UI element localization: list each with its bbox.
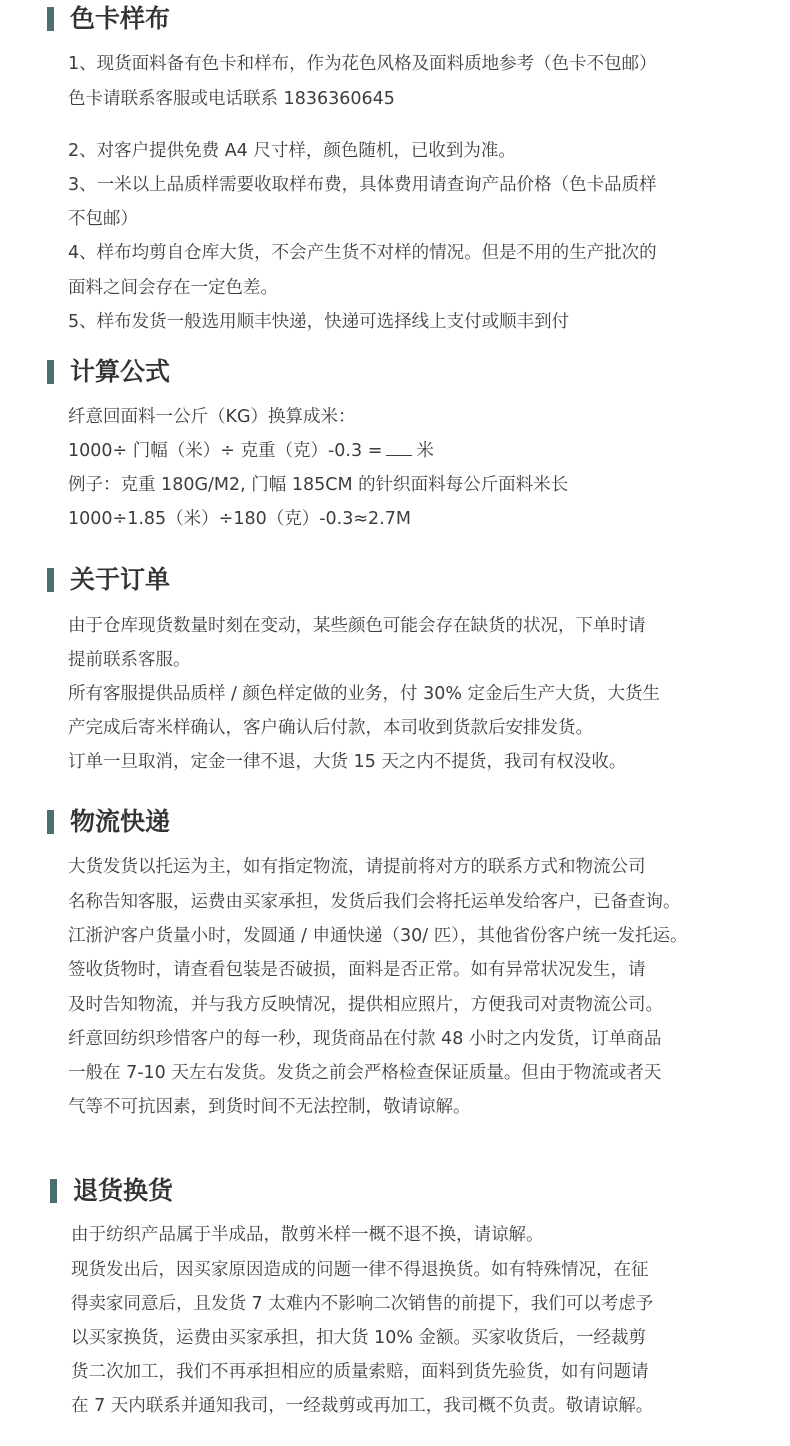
section-title: 计算公式 (70, 357, 171, 386)
text-line: 一般在 7-10 天左右发货。发货之前会严格检查保证质量。但由于物流或者天 (68, 1063, 662, 1083)
text-line: 以买家换货，运费由买家承担，扣大货 10% 金额。买家收货后，一经裁剪 (71, 1328, 647, 1348)
heading-accent-bar (47, 568, 54, 592)
section-heading (0, 803, 790, 843)
text-line: 1、现货面料备有色卡和样布，作为花色风格及面料质地参考（色卡不包邮） (68, 54, 657, 74)
text-line: 色卡请联系客服或电话联系 1836360645 (68, 89, 395, 109)
section-title: 关于订单 (70, 565, 171, 594)
section-title: 色卡样布 (70, 4, 171, 33)
text-line: 名称告知客服，运费由买家承担，发货后我们会将托运单发给客户，已备查询。 (68, 892, 681, 912)
section-title: 物流快递 (70, 807, 171, 836)
section-color-card (0, 0, 790, 332)
text-line: 纤意回纺织珍惜客户的每一秒，现货商品在付款 48 小时之内发货，订单商品 (68, 1029, 662, 1049)
text-line: 例子：克重 180G/M2, 门幅 185CM 的针织面料每公斤面料米长 (68, 475, 569, 495)
text-line: 提前联系客服。 (68, 650, 191, 670)
formula-unit: 米 (416, 441, 434, 461)
text-line: 不包邮） (68, 209, 138, 229)
text-line: 江浙沪客户货量小时，发圆通 / 申通快递（30/ 匹），其他省份客户统一发托运。 (68, 926, 688, 946)
section-order (0, 561, 790, 772)
text-line: 所有客服提供品质样 / 颜色样定做的业务，付 30% 定金后生产大货，大货生 (68, 684, 661, 704)
text-line: 4、样布均剪自仓库大货，不会产生货不对样的情况。但是不用的生产批次的 (68, 243, 657, 263)
text-line: 订单一旦取消，定金一律不退，大货 15 天之内不提货，我司有权没收。 (68, 752, 627, 772)
text-line: 现货发出后，因买家原因造成的问题一律不得退换货。如有特殊情况，在征 (71, 1260, 649, 1280)
section-logistics (0, 803, 790, 1117)
text-line: 在 7 天内联系并通知我司，一经裁剪或再加工，我司概不负责。敬请谅解。 (71, 1396, 654, 1416)
text-line: 由于仓库现货数量时刻在变动，某些颜色可能会存在缺货的状况，下单时请 (68, 616, 646, 636)
text-line: 由于纺织产品属于半成品，散剪米样一概不退不换，请谅解。 (71, 1225, 544, 1245)
formula-blank (386, 441, 412, 456)
heading-accent-bar (47, 360, 54, 384)
text-line: 2、对客户提供免费 A4 尺寸样，颜色随机，已收到为准。 (68, 141, 516, 161)
section-title: 退货换货 (73, 1176, 174, 1205)
text-line: 及时告知物流，并与我方反映情况，提供相应照片，方便我司对责物流公司。 (68, 995, 663, 1015)
heading-accent-bar (47, 7, 54, 31)
text-line: 5、样布发货一般选用顺丰快递，快递可选择线上支付或顺丰到付 (68, 312, 570, 332)
heading-accent-bar (47, 810, 54, 834)
text-line: 得卖家同意后，且发货 7 太难内不影响二次销售的前提下，我们可以考虑予 (71, 1294, 654, 1314)
section-heading (0, 561, 790, 601)
text-line: 产完成后寄米样确认，客户确认后付款，本司收到货款后安排发货。 (68, 718, 593, 738)
text-line: 大货发货以托运为主，如有指定物流，请提前将对方的联系方式和物流公司 (68, 857, 646, 877)
text-line: 1000÷1.85（米）÷180（克）-0.3≈2.7M (68, 509, 411, 529)
text-line: 纤意回面料一公斤（KG）换算成米： (68, 407, 356, 427)
section-formula (0, 353, 790, 529)
text-line: 气等不可抗因素，到货时间不无法控制，敬请谅解。 (68, 1097, 471, 1117)
section-heading (0, 1172, 790, 1212)
section-heading (0, 0, 790, 40)
heading-accent-bar (50, 1179, 57, 1203)
formula-line (68, 438, 434, 464)
section-heading (0, 353, 790, 393)
text-line: 货二次加工，我们不再承担相应的质量索赔，面料到货先验货，如有问题请 (71, 1362, 649, 1382)
text-line: 面料之间会存在一定色差。 (68, 278, 278, 298)
formula-expression: 1000÷ 门幅（米）÷ 克重（克）-0.3 = (68, 441, 383, 461)
text-line: 3、一米以上品质样需要收取样布费，具体费用请查询产品价格（色卡品质样 (68, 175, 657, 195)
text-line: 签收货物时，请查看包装是否破损，面料是否正常。如有异常状况发生，请 (68, 960, 646, 980)
section-returns (0, 1172, 790, 1416)
